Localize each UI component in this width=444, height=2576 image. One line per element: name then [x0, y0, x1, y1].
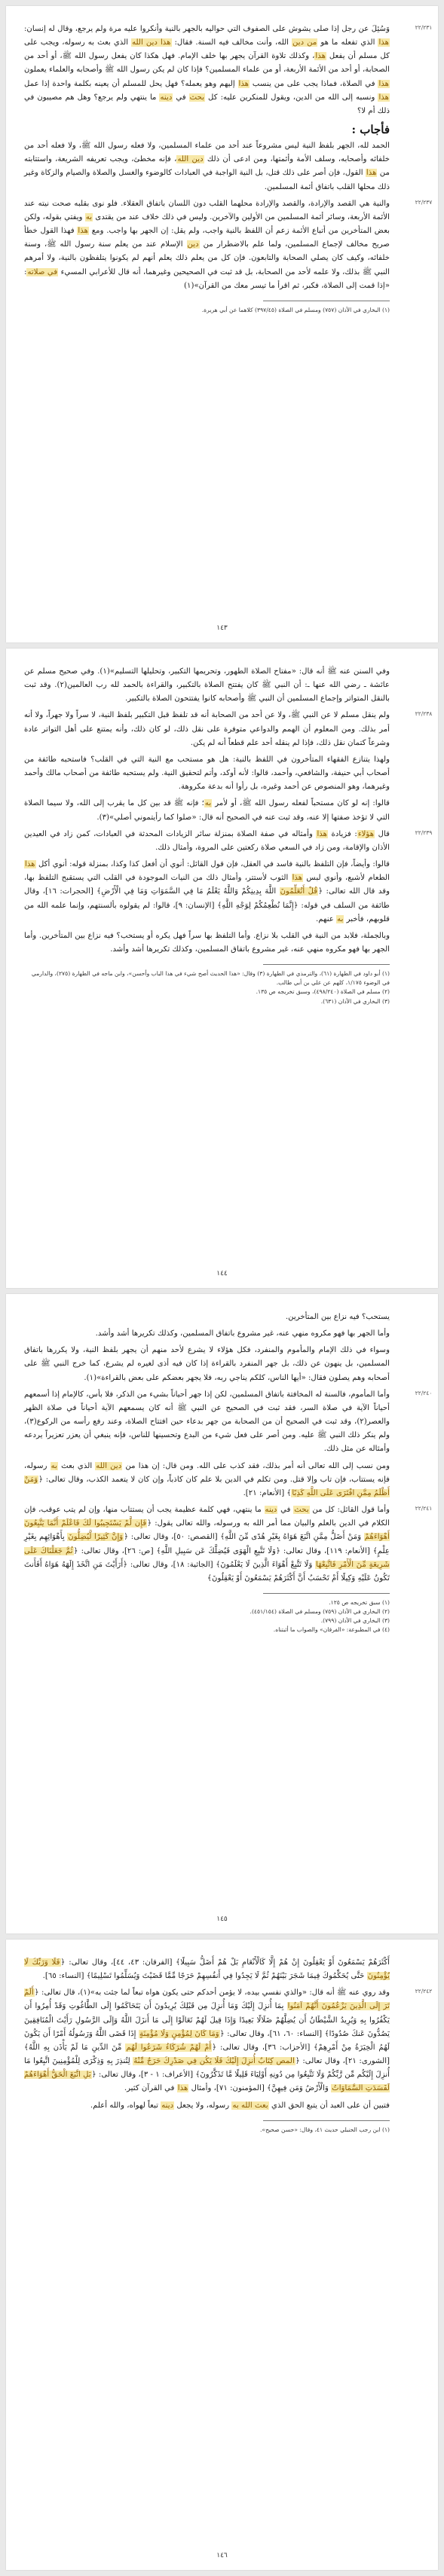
text-segment: . وفي صحيح مسلم عن عائشة ـ رضي الله عنها ـ: أن النبي ﷺ كان يفتتح الصلاة بالتكبير، والقراءة بالحمد لله رب العالمين	[24, 667, 390, 690]
paragraph	[24, 797, 420, 824]
paragraph	[24, 2099, 420, 2113]
highlighted-search-term: بَلِ اتَّبَعَ الْحَقُّ أَهْوَاءَهُمْ لَفَسَدَتِ السَّمَاوَاتُ	[24, 2071, 390, 2093]
text-segment: الحمد لله، الجهر بلفظ النية ليس مشروعاً عند أحد من علماء المسلمين، ولا فعله رسول الله ﷺ، ولا فعله أحد من خلفائه وأصحابه، وسلف الأمة وأئمتها، ومن ادعى أن ذلك	[24, 142, 390, 164]
footnote: (٣) البخاري في الأذان (٦٣١).	[320, 997, 390, 1005]
text-segment: الإسلام عند من يعلم سنة رسول الله ﷺ، وسنة خلفائه، وكيف كان يصلي الصحابة والتابعون. فإن كل من يعلم ذلك يعلم أنهم لم يكونوا يتلفظون بالنية، ولا أمرهم النبي ﷺ بذلك، ولا علمه لأحد من الصحابة، بل قد ثبت في الصحيحين وغيرهما، أنه قال للأعرابي المسيء	[24, 240, 390, 276]
paragraph	[24, 858, 420, 926]
text-segment: ويفتي بقوله، ولكن بعض المتأخرين من أتباع الأئمة زعم أن اللفظ بالنية واجب، ولم يقل: إن الجهر بها واجب. ومع	[24, 212, 390, 236]
volume-page-reference: ٢٢/٢٤١	[415, 1505, 433, 1512]
highlighted-search-term: به	[337, 914, 344, 923]
text-segment: يستحب؟ فيه نزاع بين المتأخرين.	[285, 1313, 390, 1321]
text-segment: ومن نسب إلى الله تعالى أنه أمر بذلك، فقد كذب على الله. ومن قال: إن هذا من	[122, 1461, 390, 1470]
volume-page-reference: ٢٢/٢٣٧	[415, 198, 433, 206]
paragraph	[24, 709, 433, 749]
text-segment: ، ولم ينكر ذلك النبي ﷺ عليه. ومن أصر على فعل شيء من البدع وتحسينها للناس، فإنه ينبغي أن يعزر تعزيراً يردعه وأمثاله عن مثل ذلك.	[24, 1418, 390, 1454]
text-segment: لِتُنذِرَ بِهِ وَذِكْرَى لِلْمُؤْمِنِينَ اتَّبِعُوا مَا أُنزِلَ إِلَيْكُم مِّن رَّبِّكُمْ وَلَا تَتَّبِعُوا مِن دُونِهِ أَوْلِيَاءَ قَلِيلًا مَّا تَذَكَّرُونَ﴾ [الأعراف: ١ - ٣]، وقال تعالى: ﴿	[24, 2057, 390, 2080]
text-segment: ، قال تعالى: ﴿	[34, 1988, 81, 1998]
document-page-4	[6, 1940, 438, 2570]
text-segment: قالوا: إنه لو كان مستحباً لفعله رسول الله ﷺ، أو لأمر	[212, 799, 390, 808]
highlighted-search-term: من دين	[292, 38, 317, 47]
highlighted-search-term: فَإِن لَّمْ يَسْتَجِيبُوا لَكَ فَاعْلَمْ أَنَّمَا يَتَّبِعُونَ أَهْوَاءَهُمْ	[24, 1519, 390, 1542]
footnote: (٤) في المطبوعة: «الفرقان» والصواب ما أثبتناه.	[273, 1626, 390, 1634]
highlighted-search-term: بحث	[294, 1506, 309, 1515]
page-number: ١٤٥	[216, 1915, 228, 1923]
paragraph	[24, 23, 433, 118]
document-page-2	[6, 649, 438, 1288]
text-segment: ﴾ [الأنعام: ٢١].	[243, 1488, 292, 1497]
highlighted-search-term: دين الله	[96, 1461, 122, 1470]
text-segment: وقد روي عنه ﷺ أنه قال: «والذي نفسي بيده، لا يؤمن أحدكم حتى يكون هواه تبعاً لما جئت به»	[90, 1988, 390, 1998]
text-segment: وَلَا تَتَّبِعْ أَهْوَاءَ الَّذِينَ لَا يَعْلَمُونَ﴾ [الجاثية: ١٨]، وقال تعالى: ﴿أَرَأَيْتَ مَنِ اتَّخَذَ إِلَهَهُ هَوَاهُ أَفَأَنتَ تَكُونُ عَلَيْهِ وَكِيلًا أَمْ تَحْسَبُ أَنَّ أَكْثَرَهُمْ يَسْمَعُونَ أَوْ يَعْقِلُونَ﴾	[24, 1560, 390, 1583]
paragraph	[24, 1956, 420, 1983]
highlighted-search-term: هذا	[378, 93, 389, 102]
paragraph	[24, 1327, 420, 1341]
footnote: (٢) مسلم في الصلاة (٤٩٨/٢٤٠)، وسبق تخريجه ص ١٣٥.	[256, 988, 390, 996]
highlighted-search-term: بحث	[189, 93, 205, 102]
highlighted-search-term: ثُمَّ جَعَلْنَاكَ عَلَى شَرِيعَةٍ مِّنَ الْأَمْرِ فَاتَّبِعْهَا	[24, 1546, 390, 1569]
highlighted-search-term: دينه	[265, 1506, 277, 1515]
text-segment: في	[277, 1506, 294, 1515]
highlighted-search-term: المص كِتَابٌ أُنزِلَ إِلَيْكَ فَلَا يَكُن فِي صَدْرِكَ حَرَجٌ مِّنْهُ	[133, 2057, 295, 2066]
highlighted-search-term: فَلَا وَرَبِّكَ لَا يُؤْمِنُونَ	[24, 1958, 390, 1981]
document-page-1	[6, 6, 438, 642]
highlighted-search-term: هذا	[317, 829, 328, 838]
text-segment: فتبين أن على العبد أن يتبع الحق الذي	[268, 2101, 390, 2110]
highlighted-search-term: به	[204, 799, 212, 808]
text-segment: .	[96, 813, 100, 822]
highlighted-search-term: قُلْ أَتُعَلِّمُونَ	[280, 887, 318, 896]
highlighted-search-term: دين الله	[177, 155, 204, 164]
text-segment: إِذَا قَضَى اللَّهُ وَرَسُولُهُ أَمْرًا أَن يَكُونَ لَهُمُ الْخِيَرَةُ مِنْ أَمْرِهِمْ﴾ [الأحزاب: ٣٦]، وقال تعالى: ﴿	[24, 2029, 390, 2052]
highlighted-search-term: وَإِنَّ كَثِيرًا لَّيُضِلُّونَ	[68, 1533, 124, 1542]
paragraph	[24, 1344, 420, 1384]
text-segment: ما ينتهي، فهي كلمة عظيمة يجب أن يستتاب منها، وإن لم يتب عوقب، فإن الكلام في الدين بالعلم والبيان مما أمر الله به ورسوله، والله تعالى يقول: ﴿	[24, 1506, 390, 1528]
highlighted-search-term: بعث الله به	[232, 2101, 268, 2110]
text-segment: في الصلاة، فماذا يجب على من ينسب	[250, 79, 378, 88]
volume-page-reference: ٢٢/٢٣٨	[415, 710, 433, 718]
highlighted-search-term: في صلاته	[27, 267, 58, 276]
text-segment: (٣)	[26, 1418, 37, 1427]
footnote-divider	[263, 1593, 390, 1594]
text-segment: مِّنَ الدِّينِ مَا لَمْ يَأْذَن بِهِ اللَّهُ﴾ [الشورى: ٢١]، وقال تعالى: ﴿	[24, 2043, 390, 2066]
text-segment: : «إذا قمت إلى الصلاة، فكبر، ثم اقرأ ما تيسر معك من القرآن»	[24, 267, 390, 290]
text-segment: وسواء في ذلك الإمام والمأموم والمنفرد، فكل هؤلاء لا يشرع لأحد منهم أن يجهر بلفظ النية، ولا يكررها باتفاق المسلمين، بل ينهون عن ذلك، بل جهر المنفرد بالقراءة إذا كان فيه أذى لغيره لم يشرع، كما خرج النبي ﷺ على أصحابه وهم يصلون فقال: «أيها الناس، كلكم يناجي ربه، فلا يجهر بعضكم على بعض بالقراءة»	[24, 1346, 390, 1382]
text-segment: ؛ فإنه ﷺ قد بين كل ما يقرب إلى الله، ولا سيما الصلاة التي لا تؤخذ صفتها إلا عنه، وقد ثبت عنه في الصحيح أنه قال: «صلوا كما رأيتموني أصلي»	[24, 799, 390, 822]
highlighted-search-term: به	[51, 1461, 57, 1470]
footnote: (١) سبق تخريجه ص ١٢٥.	[329, 1598, 390, 1606]
footnote-divider	[263, 964, 390, 965]
paragraph	[24, 665, 420, 706]
highlighted-search-term: دينه	[160, 93, 173, 102]
paragraph	[24, 1460, 420, 1500]
highlighted-search-term: هذا	[238, 79, 250, 88]
text-segment: بِمَا أُنزِلَ إِلَيْكَ وَمَا أُنزِلَ مِن قَبْلِكَ يُرِيدُونَ أَن يَتَحَاكَمُوا إِلَى الطَّاغُوتِ وَقَدْ أُمِرُوا أَن يَكْفُرُوا بِهِ وَيُرِيدُ الشَّيْطَانُ أَن يُضِلَّهُمْ ضَلَالًا بَعِيدًا وَإِذَا قِيلَ لَهُمْ تَعَالَوْا إِلَى مَا أَنزَلَ اللَّهُ وَإِلَى الرَّسُولِ رَأَيْتَ الْمُنَافِقِينَ يَصُدُّونَ عَنكَ صُدُودًا﴾ [النساء: ٦٠، ٦١]، وقال تعالى: ﴿	[24, 2002, 390, 2038]
paragraph	[24, 929, 420, 957]
text-segment: (١)	[100, 667, 110, 676]
highlighted-search-term: هذا	[25, 860, 35, 869]
text-segment: قال	[375, 829, 390, 838]
text-segment: ، فإنه مخطئ، ويجب تعريفه الشريعة، واستتابته من	[24, 155, 390, 178]
text-segment: ، وكذلك تلاوة القرآن يجهر بها خلف الإمام. فهل هكذا كان يفعل رسول الله ﷺ، أو أحد من الصحابة، أو أحد من الأئمة الأربعة، أو من علماء المسلمين؟ فإذا كان لم يكن رسول الله ﷺ وأصحابه والعلماء يعملون	[24, 52, 390, 75]
footnote-divider	[263, 2120, 390, 2121]
footnote: (١) أبو داود في الطهارة (٦١)، والترمذي في الطهارة (٣) وقال: «هذا الحديث أصح شيء في هذا الباب وأحسن»، وابن ماجه في الطهارة (٢٧٥)، والدارمي في الوضوء ١/١٧٥، كلهم عن علي بن أبي طالب.	[31, 970, 390, 987]
highlighted-search-term: هذا	[177, 2084, 188, 2093]
highlighted-search-term: هذا دين الله	[132, 38, 171, 47]
text-segment: الذي بعث	[57, 1461, 96, 1470]
text-segment: وأمثاله في صفة الصلاة بمنزلة سائر الزيادات المحدثة في العبادات، كمن زاد في العيدين الأذان والإقامة، ومن زاد في السعي صلاة ركعتين على المروة، وأمثال ذلك.	[24, 829, 390, 852]
text-segment: أَكْثَرَهُمْ يَسْمَعُونَ أَوْ يَعْقِلُونَ إِنْ هُمْ إِلَّا كَالْأَنْعَامِ بَلْ هُمْ أَضَلُّ سَبِيلًا﴾ [الفرقان: ٤٣، ٤٤]، وقال تعالى: ﴿	[60, 1958, 390, 1967]
text-segment: الذي بعث به رسوله، ويجب على كل مسلم أن يفعل	[24, 38, 390, 61]
text-segment: رسوله، ولا يجعل	[174, 2101, 232, 2110]
highlighted-search-term: أَلَمْ تَرَ إِلَى الَّذِينَ يَزْعُمُونَ أَنَّهُمْ آمَنُوا	[24, 1988, 390, 2011]
highlighted-search-term: هؤلاء	[357, 829, 375, 838]
text-segment: في	[173, 93, 189, 102]
page-number: ١٤٦	[216, 2552, 228, 2559]
text-segment: (١)	[86, 1373, 97, 1382]
text-segment: ما ينتهي ولم يرجع؟ وهل هم مصيبون في ذلك أم لا؟	[24, 93, 390, 115]
highlighted-search-term: وَمَنْ أَظْلَمُ مِمَّنِ افْتَرَى عَلَى اللَّهِ كَذِبًا	[24, 1475, 390, 1497]
highlighted-search-term: أَمْ لَهُمْ شُرَكَاءُ شَرَعُوا لَهُم	[126, 2043, 212, 2052]
text-segment: والنية هي القصد والإرادة، والقصد والإرادة محلهما القلب دون اللسان باتفاق العقلاء. فلو نوى بقلبه صحت نيته عند الأئمة الأربعة، وسائر أئمة المسلمين من الأولين والآخرين. وليس في ذلك خلاف عند من يقتدى	[24, 199, 390, 221]
text-segment: القول، فإن أصر على ذلك قتل، بل النية الواجبة في العبادات كالوضوء والغسل والصلاة والصيام والزكاة وغير ذلك محلها القلب باتفاق أئمة المسلمين.	[24, 169, 390, 191]
text-segment: بِأَهْوَائِهِم بِغَيْرِ عِلْمٍ﴾ [الأنعام: ١١٩]، وقال تعالى: ﴿وَلَا تَتَّبِعِ الْهَوَى فَيُضِلَّكَ عَن سَبِيلِ اللَّهِ﴾ [ص: ٢٦]، وقال تعالى: ﴿	[24, 1533, 390, 1555]
footnote: (٢) البخاري في الأذان (٧٥٩) ومسلم في الصلاة (٤٥١/١٥٤).	[250, 1608, 390, 1616]
text-segment: وَسُئِلَ عن رجل إذا صلى يشوش على الصفوف التي حواليه بالجهر بالنية وأنكروا عليه مرة ولم يرجع، وقال له إنسان:	[24, 25, 390, 33]
paragraph	[24, 197, 433, 293]
text-segment: إليهم وهو يعمله؟ فهل يحل للمسلم أن يعينه بكلمة واحدة إذا عمل	[24, 79, 238, 88]
text-segment: ، وقد ثبت في الصحيح أن من الصحابة من جهر بدعاء حين افتتاح الصلاة، وعند رفع رأسه من الركوع	[36, 1418, 357, 1427]
text-segment: رسوله، فإنه يستتاب، فإن تاب وإلا قتل. ومن تكلم في الدين بلا علم كان كاذباً، وإن كان لا يتعمد الكذب، وقال تعالى: ﴿	[24, 1461, 390, 1484]
text-segment: الطعام لأشبع، وأنوي لبس	[303, 874, 390, 883]
text-segment: ولهذا يتنازع الفقهاء المتأخرون في اللفظ بالنية: هل هو مستحب مع النية التي في القلب؟ فاستحبه طائفة من أصحاب أبي حنيفة، والشافعي، وأحمد، قالوا: لأنه أوكد، وأتم لتحقيق النية. ولم يستحبه طائفة من أصحاب مالك وأحمد وغيرهما، وهو المنصوص عن أحمد وغيره، بل رأوا أنه بدعة مكروهة.	[24, 755, 390, 792]
text-segment: : فزيادة	[328, 829, 357, 838]
paragraph	[24, 1388, 433, 1457]
text-segment: . وقد ثبت بالنقل المتواتر وإجماع المسلمين أن النبي ﷺ وأصحابه كانوا يفتتحون الصلاة بالتكبير.	[24, 681, 390, 704]
highlighted-search-term: دينه	[161, 2101, 174, 2110]
text-segment: ونسبه إلى الله من الدين، ويقول للمنكرين عليه: كل	[205, 93, 378, 102]
text-segment: الثوب لأستتر، وأمثال ذلك من النيات الموجودة في القلب التي يستقبح التلفظ بها، وقد قال الله تعالى: ﴿	[24, 874, 390, 896]
section-heading: فأجاب :	[351, 123, 390, 137]
volume-page-reference: ٢٢/٢٣٩	[415, 829, 433, 836]
text-segment: في القرآن كثير.	[124, 2084, 177, 2093]
highlighted-search-term: هذا	[378, 79, 389, 88]
text-segment: وفي السنن عنه ﷺ أنه قال: «مفتاح الصلاة الطهور، وتحريمها التكبير، وتحليلها التسليم»	[109, 667, 390, 676]
volume-page-reference: ٢٢/٢٣١	[415, 24, 433, 31]
highlighted-search-term: وَمَا كَانَ لِمُؤْمِنٍ وَلَا مُؤْمِنَةٍ	[139, 2029, 219, 2038]
text-segment: حَتَّى يُحَكِّمُوكَ فِيمَا شَجَرَ بَيْنَهُمْ ثُمَّ لَا يَجِدُوا فِي أَنفُسِهِمْ حَرَجًا مِّمَّا قَضَيْتَ وَيُسَلِّمُوا تَسْلِيمًا﴾ [النساء: ٦٥].	[42, 1972, 367, 1981]
paragraph	[24, 139, 420, 194]
text-segment: وأما الجهر بها فهو مكروه منهي عنه، غير مشروع باتفاق المسلمين، وكذلك تكريرها أشد وأشد.	[95, 1329, 390, 1338]
text-segment: قالوا: وأيضاً، فإن التلفظ بالنية فاسد في العقل، فإن قول القائل: أنوي أن أفعل كذا وكذا، بمنزلة قوله: أنوي أكل	[35, 860, 390, 869]
paragraph	[24, 1311, 420, 1324]
text-segment: فهذا القول خطأ صريح مخالف لإجماع المسلمين، ولما علم بالاضطرار من	[24, 227, 390, 249]
highlighted-search-term: به	[85, 212, 93, 221]
page-number: ١٤٣	[216, 624, 228, 632]
text-segment: الله، وأنت مخالف فيه السنة. فقال:	[171, 38, 292, 47]
text-segment: .	[84, 1373, 87, 1382]
highlighted-search-term: هذا	[78, 227, 88, 236]
volume-page-reference: ٢٢/٢٤٢	[415, 1988, 433, 1995]
footnote: (١) ابن رجب الحنبلي حديث ٤١، وقال: «حسن صحيح».	[260, 2126, 390, 2133]
text-segment: عنهم.	[316, 914, 337, 923]
highlighted-search-term: هذا	[315, 52, 326, 61]
text-segment: وأما قول القائل: كل من	[309, 1506, 390, 1515]
footnote: (٣) البخاري في الأذان (٧٩٩).	[320, 1617, 390, 1625]
text-segment: وأما المأموم، فالسنة له المخافتة باتفاق المسلمين، لكن إذا جهر أحياناً بشيء من الذكر، فلا بأس، كالإمام إذا أسمعهم أحياناً الآية في صلاة السر، فقد ثبت في الصحيح عن النبي ﷺ أنه كان يسمعهم الآية أحياناً في صلاة الظهر والعصر	[24, 1390, 390, 1427]
highlighted-search-term: دين	[187, 240, 199, 249]
page-number: ١٤٤	[216, 1270, 228, 1277]
highlighted-search-term: هذا	[366, 169, 377, 178]
text-segment: (١)	[183, 281, 194, 290]
paragraph	[24, 753, 420, 794]
text-segment: (٢)	[57, 681, 67, 690]
document-page-3	[6, 1294, 438, 1934]
text-segment: وَمَنْ أَضَلُّ مِمَّنِ اتَّبَعَ هَوَاهُ بِغَيْرِ هُدًى مِّنَ اللَّهِ﴾ [القصص: ٥٠]، وقال تعالى: ﴿	[124, 1533, 364, 1542]
text-segment: (١)	[80, 1988, 90, 1998]
text-segment: اللَّهَ بِدِينِكُمْ وَاللَّهُ يَعْلَمُ مَا فِي السَّمَوَاتِ وَمَا فِي الْأَرْضِ﴾ [الحجرات: ١٦]، وقال طائفة من السلف في قوله: ﴿إِنَّمَا نُطْعِمُكُمْ لِوَجْهِ اللَّهِ﴾ [الإنسان: ٩]، قالوا: لم يقولوه بألسنتهم، وإنما علمه الله من قلوبهم، فأخبر	[24, 887, 390, 923]
paragraph	[24, 1986, 433, 2095]
highlighted-search-term: هذا	[378, 38, 390, 47]
paragraph	[24, 828, 433, 855]
text-segment: (٢)	[357, 1418, 367, 1427]
highlighted-search-term: هذا	[292, 874, 303, 883]
paragraph	[24, 1503, 433, 1586]
text-segment: الذي تفعله ما هو	[317, 38, 378, 47]
text-segment: تبعاً لهواه، والله أعلم.	[90, 2101, 161, 2110]
text-segment: وبالجملة، فلابد من النية في القلب بلا نزاع. وأما التلفظ بها سراً فهل يكره أو يستحب؟ فيه نزاع بين المتأخرين. وأما الجهر بها فهو مكروه منهي عنه، غير مشروع باتفاق المسلمين، وكذلك تكريرها أشد وأشد.	[24, 931, 390, 954]
footnote: (١) البخاري في الأذان (٧٥٧) ومسلم في الصلاة (٣٩٧/٤٥) كلاهما عن أبي هريرة.	[201, 306, 390, 313]
text-segment: ولم ينقل مسلم لا عن النبي ﷺ، ولا عن أحد من الصحابة أنه قد تلفظ قبل التكبير بلفظ النية، لا سراً ولا جهراً، ولا أنه أمر بذلك. ومن المعلوم أن الهمم والدواعي متوفرة على نقل ذلك، لو كان ذلك، وأنه يمتنع على أهل التواتر عادة وشرعاً كتمان نقل ذلك، فإذا لم ينقله أحد علم قطعاً أنه لم يكن.	[24, 711, 390, 747]
text-segment: (٣)	[99, 813, 110, 822]
volume-page-reference: ٢٢/٢٤٠	[415, 1389, 433, 1396]
text-segment: وَالْأَرْضُ وَمَن فِيهِنَّ﴾ [المؤمنون: ٧١]، وأمثال	[188, 2084, 332, 2093]
